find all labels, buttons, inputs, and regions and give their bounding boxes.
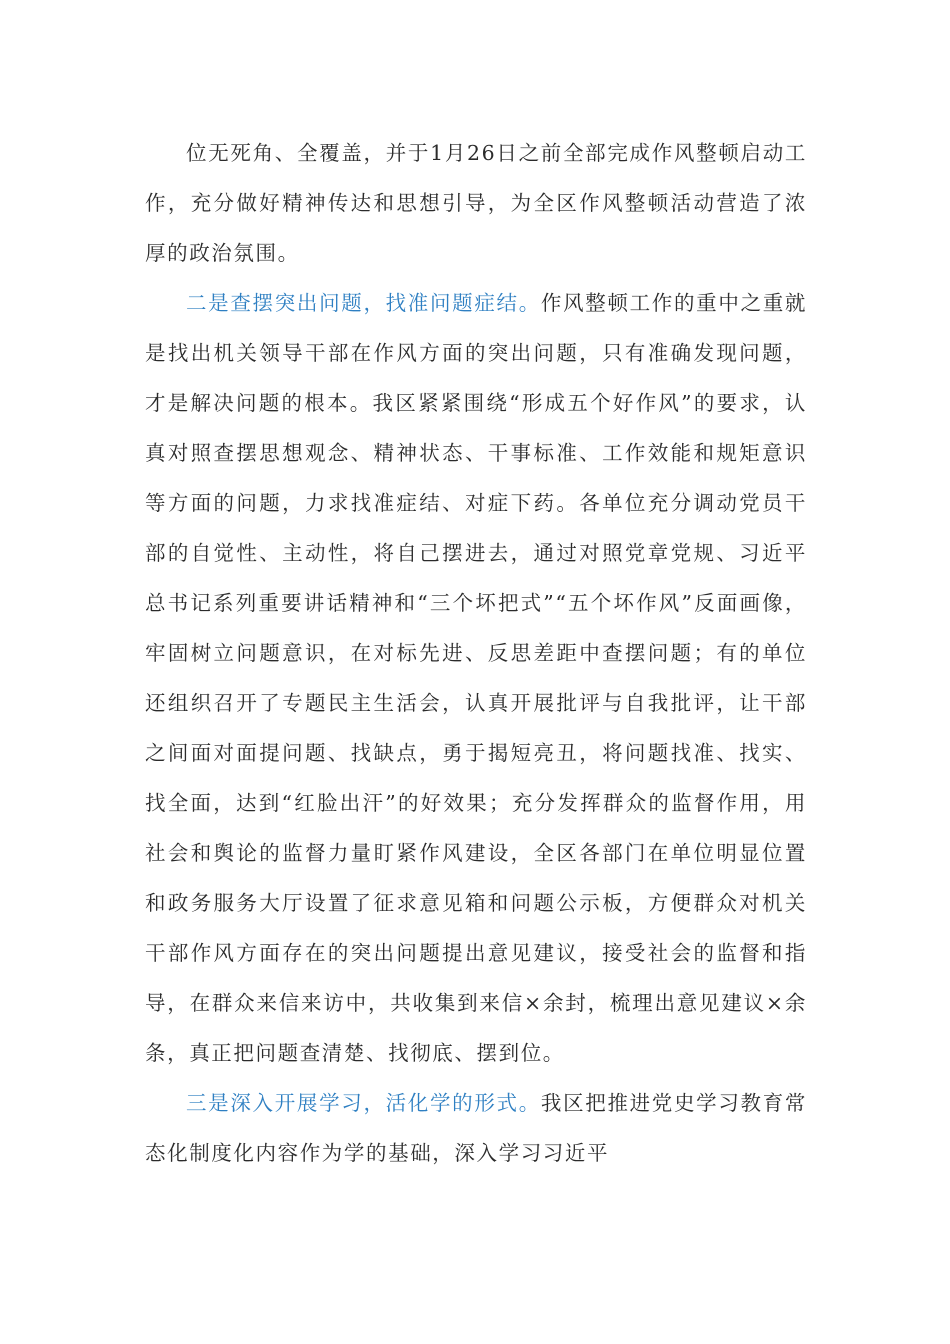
paragraph-3-text: 我区把推进党史学习教育常态化制度化内容作为学的基础，深入学习习近平 xyxy=(145,1091,807,1165)
document-page xyxy=(145,128,807,1178)
paragraph-1-text: 位无死角、全覆盖，并于1月26日之前全部完成作风整顿启动工作，充分做好精神传达和思想引导，为全区作风整顿活动营造了浓厚的政治氛围。 xyxy=(145,141,807,265)
paragraph-3-lead: 三是深入开展学习，活化学的形式。 xyxy=(186,1091,541,1115)
paragraph-3 xyxy=(145,1078,807,1178)
paragraph-2-lead: 二是查摆突出问题，找准问题症结。 xyxy=(186,291,541,315)
paragraph-2 xyxy=(145,278,807,1078)
paragraph-2-text: 作风整顿工作的重中之重就是找出机关领导干部在作风方面的突出问题，只有准确发现问题，才是解决问题的根本。我区紧紧围绕“形成五个好作风”的要求，认真对照查摆思想观念、精神状态、干事标准、工作效能和规矩意识等方面的问题，力求找准症结、对症下药。各单位充分调动党员干部的自觉性、主动性，将自己摆进去，通过对照党章党规、习近平总书记系列重要讲话精神和“三个坏把式”“五个坏作风”反面画像，牢固树立问题意识，在对标先进、反思差距中查摆问题；有的单位还组织召开了专题民主生活会，认真开展批评与自我批评，让干部之间面对面提问题、找缺点，勇于揭短亮丑，将问题找准、找实、找全面，达到“红脸出汗”的好效果；充分发挥群众的监督作用，用社会和舆论的监督力量盯紧作风建设，全区各部门在单位明显位置和政务服务大厅设置了征求意见箱和问题公示板，方便群众对机关干部作风方面存在的突出问题提出意见建议，接受社会的监督和指导，在群众来信来访中，共收集到来信×余封，梳理出意见建议×余条，真正把问题查清楚、找彻底、摆到位。 xyxy=(145,291,807,1065)
paragraph-1 xyxy=(145,128,807,278)
